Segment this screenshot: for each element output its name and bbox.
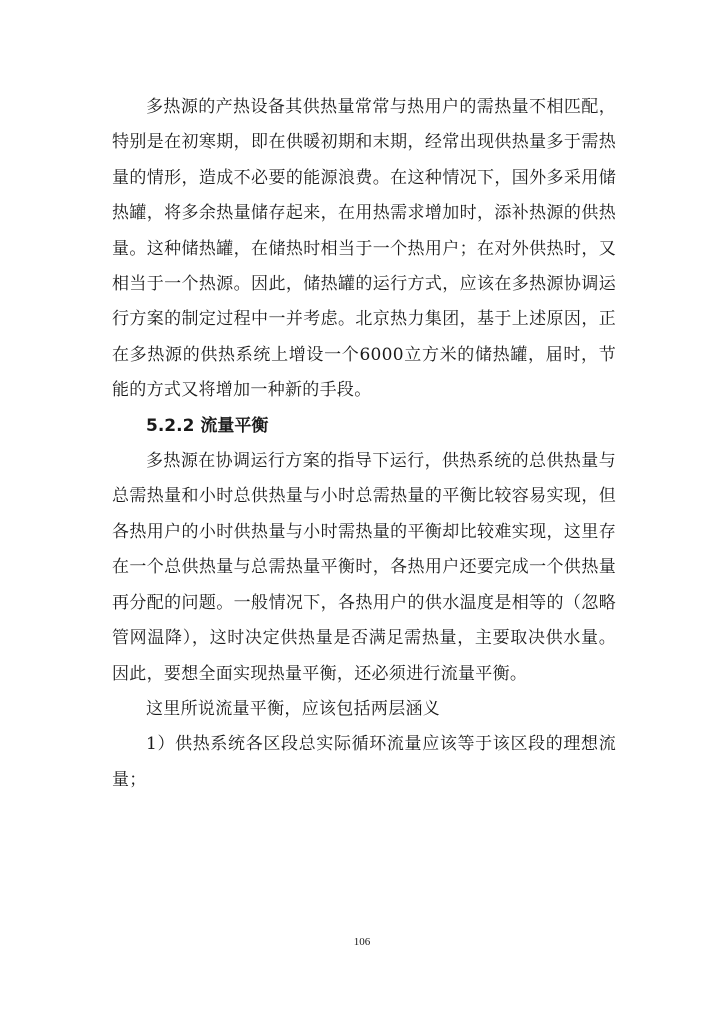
paragraph-flow-balance: 多热源在协调运行方案的指导下运行，供热系统的总供热量与总需热量和小时总供热量与小时总需热量的平衡比较容易实现，但各热用户的小时供热量与小时需热量的平衡却比较难实现，这里存在一个总供热量与总需热量平衡时，各热用户还要完成一个供热量再分配的问题。一般情况下，各热用户的供水温度是相等的（忽略管网温降），这时决定供热量是否满足需热量，主要取决供水量。因此，要想全面实现热量平衡，还必须进行流量平衡。	[112, 451, 616, 684]
section-heading: 5.2.2 流量平衡	[146, 415, 269, 436]
paragraph-two-meanings: 这里所说流量平衡，应该包括两层涵义	[146, 698, 441, 719]
paragraph-item-1: 1）供热系统各区段总实际循环流量应该等于该区段的理想流量；	[112, 734, 616, 790]
page-body	[112, 90, 616, 798]
page-number: 106	[353, 936, 371, 948]
paragraph-storage-tank: 多热源的产热设备其供热量常常与热用户的需热量不相匹配，特别是在初寒期，即在供暖初期和末期，经常出现供热量多于需热量的情形，造成不必要的能源浪费。在这种情况下，国外多采用储热罐，将多余热量储存起来，在用热需求增加时，添补热源的供热量。这种储热罐，在储热时相当于一个热用户；在对外供热时，又相当于一个热源。因此，储热罐的运行方式，应该在多热源协调运行方案的制定过程中一并考虑。北京热力集团，基于上述原因，正在多热源的供热系统上增设一个6000立方米的储热罐，届时，节能的方式又将增加一种新的手段。	[112, 97, 616, 401]
